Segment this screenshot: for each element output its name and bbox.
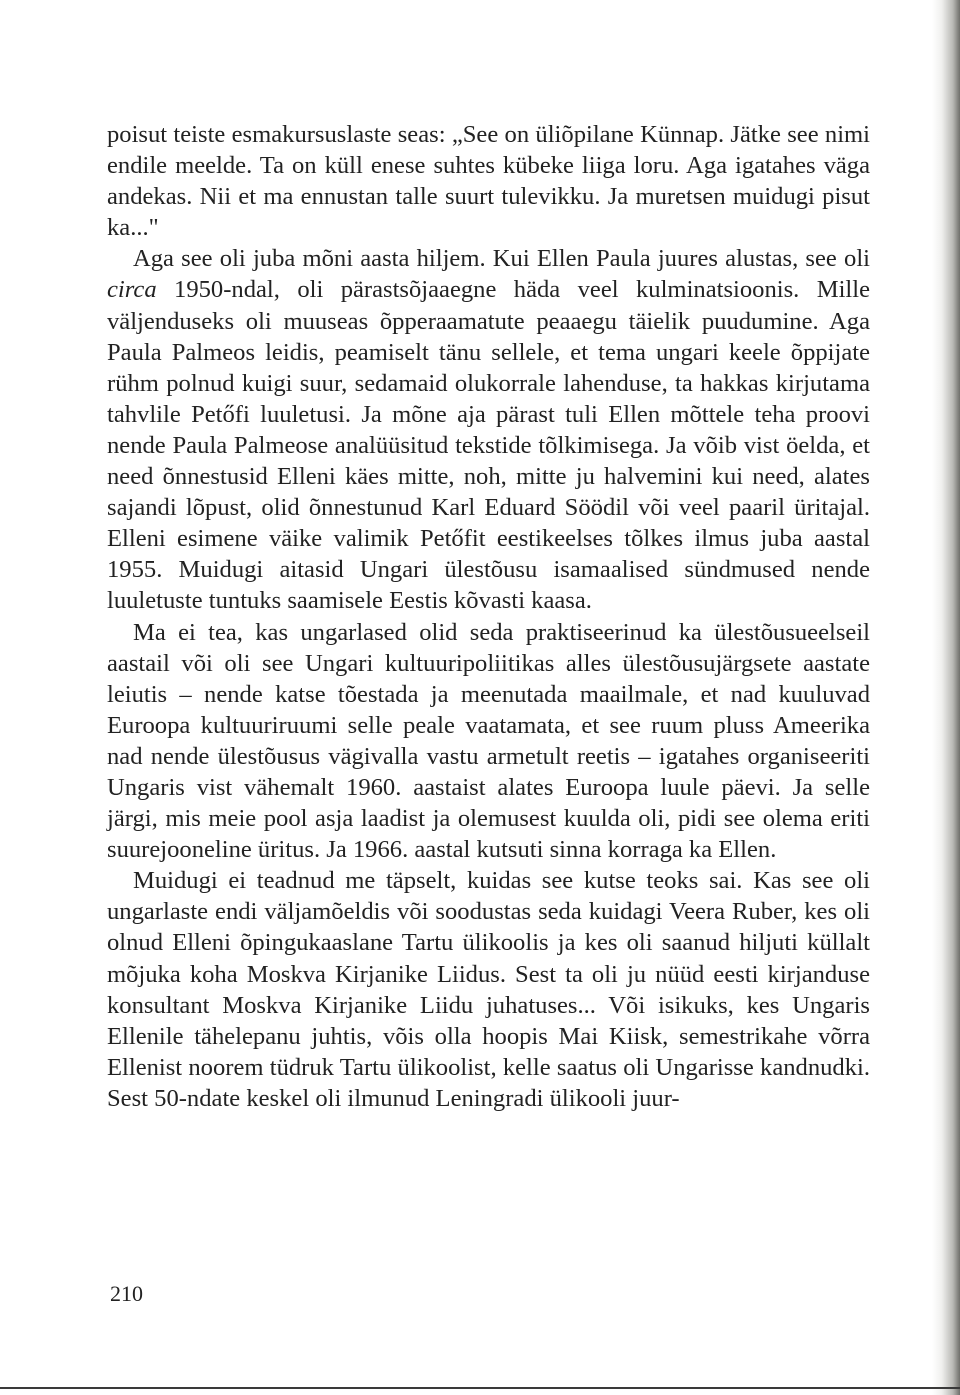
page-edge-shadow: [932, 0, 960, 1395]
text-segment: Ma ei tea, kas ungarlased olid seda praktiseerinud ka ülestõusueelseil aastail või oli see Ungari kultuuripoliitikas alles ülestõusujärgsete aastate leiutis – nende katse tõestada ja meenutada maailmale, et nad kuuluvad Euroopa kultuuriruumi selle peale vaatamata, et see ruum pluss Ameerika nad nende ülestõusus vägivalla vastu armetult reetis – igatahes organiseeriti Ungaris vist vähemalt 1960. aastaist alates Euroopa luule päevi. Ja selle järgi, mis meie pool asja laadist ja olemusest kuulda oli, pidi see olema eriti suurejooneline üritus. Ja 1966. aastal kutsuti sinna korraga ka Ellen.: [107, 618, 870, 864]
paragraph-2: [107, 243, 870, 616]
bottom-edge-rule: [0, 1387, 960, 1389]
paragraph-3: [107, 617, 870, 866]
text-segment: poisut teiste esmakursuslaste seas: „See on üliõpilane Künnap. Jätke see nimi endile meelde. Ta on küll enese suhtes kübeke liiga loru. Aga igatahes väga andekas. Nii et ma ennustan talle suurt tulevikku. Ja muretsen muidugi pisut ka...": [107, 121, 870, 242]
text-segment: Muidugi ei teadnud me täpselt, kuidas see kutse teoks sai. Kas see oli ungarlaste endi väljamõeldis või soodustas seda kuidagi Veera Ruber, kes oli olnud Elleni õpingukaaslane Tartu ülikoolis ja kes oli saanud hiljuti küllalt mõjuka koha Moskva Kirjanike Liidus. Sest ta oli ju nüüd eesti kirjanduse konsultant Moskva Kirjanike Liidu juhatuses... Või isikuks, kes Ungaris Ellenile tähelepanu juhtis, võis olla hoopis Mai Kiisk, semestrikahe võrra Ellenist noorem tüdruk Tartu ülikoolist, kelle saatus oli Ungarisse kandnudki. Sest 50-ndate keskel oli ilmunud Leningradi ülikooli juur-: [107, 867, 870, 1112]
text-segment: Aga see oli juba mõni aasta hiljem. Kui Ellen Paula juures alustas, see oli: [133, 245, 870, 273]
body-text: [107, 119, 870, 1114]
text-segment: 1950-ndal, oli pärastsõjaaegne häda veel kulminatsioonis. Mille väljenduseks oli muuseas õpperaamatute peaaegu täielik puudumine. Aga Paula Palmeos leidis, peamiselt tänu sellele, et tema ungari keele õppijate rühm polnud kuigi suur, sedamaid olukorrale lahenduse, ta hakkas kirjutama tahvlile Petőfi luuletusi. Ja mõne aja pärast tuli Ellen mõttele teha proovi nende Paula Palmeose analüüsitud tekstide tõlkimisega. Ja võib vist öelda, et need õnnestusid Elleni käes mitte, noh, mitte ju halvemini kui need, alates sajandi lõpust, olid õnnestunud Karl Eduard Söödil või veel paaril üritajal. Elleni esimene väike valimik Petőfit eestikeelses tõlkes ilmus juba aastal 1955. Muidugi aitasid Ungari ülestõusu isamaalised sündmused nende luuletuste tuntuks saamisele Eestis kõvasti kaasa.: [107, 276, 870, 615]
paragraph-4: [107, 865, 870, 1114]
italic-term: circa: [107, 276, 157, 304]
page-number: 210: [110, 1281, 143, 1306]
paragraph-1: [107, 119, 870, 243]
